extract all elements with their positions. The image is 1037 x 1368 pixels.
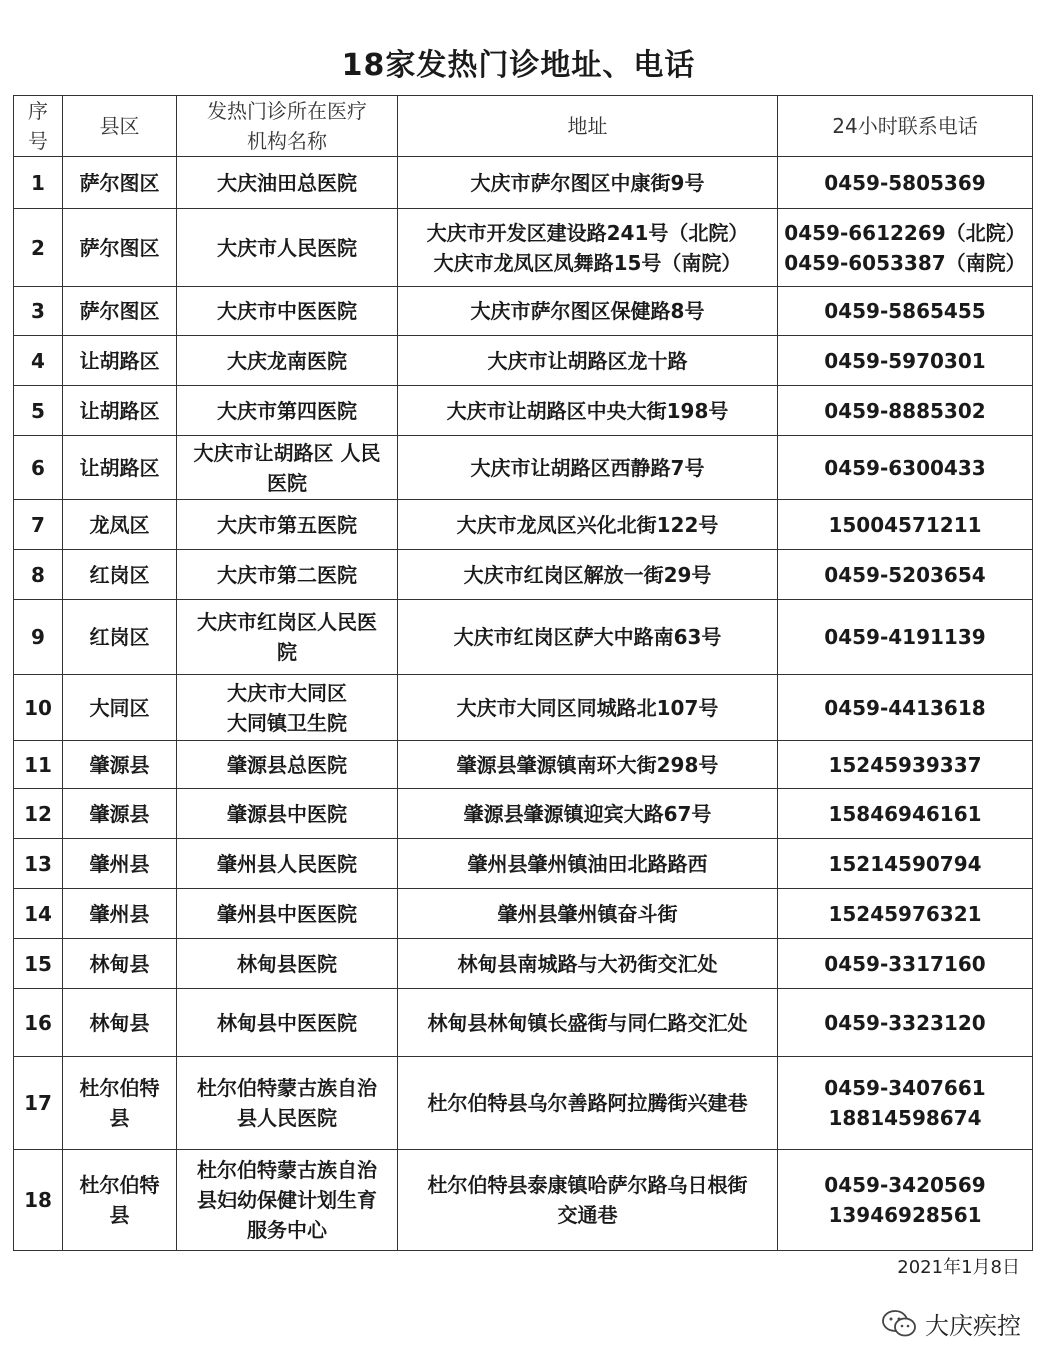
row-phone: 0459-6300433 [778,436,1033,500]
row-address: 大庆市大同区同城路北107号 [398,675,778,741]
header-address: 地址 [398,96,778,157]
header-institution: 发热门诊所在医疗 机构名称 [177,96,398,157]
row-phone: 0459-5805369 [778,157,1033,209]
row-address: 杜尔伯特县乌尔善路阿拉腾街兴建巷 [398,1057,778,1150]
row-district: 林甸县 [63,939,177,989]
row-phone: 0459-4191139 [778,600,1033,675]
row-district: 林甸县 [63,989,177,1057]
row-number: 1 [14,157,63,209]
row-district: 杜尔伯特 县 [63,1150,177,1251]
row-number: 2 [14,209,63,287]
row-phone: 0459-3317160 [778,939,1033,989]
row-district: 肇源县 [63,789,177,839]
row-address: 杜尔伯特县泰康镇哈萨尔路乌日根街 交通巷 [398,1150,778,1251]
row-district: 龙凤区 [63,500,177,550]
row-address: 大庆市让胡路区中央大街198号 [398,386,778,436]
row-number: 6 [14,436,63,500]
row-number: 4 [14,336,63,386]
row-number: 3 [14,287,63,336]
table-row [14,789,1033,839]
row-institution: 肇州县中医医院 [177,889,398,939]
row-phone: 15245939337 [778,741,1033,789]
table-header-row [14,96,1033,157]
row-phone: 15214590794 [778,839,1033,889]
row-number: 10 [14,675,63,741]
row-district: 让胡路区 [63,386,177,436]
table-row [14,157,1033,209]
row-institution: 大庆市第二医院 [177,550,398,600]
row-institution: 大庆油田总医院 [177,157,398,209]
row-district: 肇源县 [63,741,177,789]
row-district: 萨尔图区 [63,209,177,287]
page-title: 18家发热门诊地址、电话 [341,48,696,83]
row-phone: 0459-5203654 [778,550,1033,600]
row-institution: 大庆市大同区 大同镇卫生院 [177,675,398,741]
row-number: 14 [14,889,63,939]
table-row [14,600,1033,675]
row-institution: 大庆市人民医院 [177,209,398,287]
brand-watermark [881,1306,1021,1341]
row-institution: 杜尔伯特蒙古族自治 县妇幼保健计划生育 服务中心 [177,1150,398,1251]
table-row [14,1150,1033,1251]
row-district: 肇州县 [63,839,177,889]
row-number: 16 [14,989,63,1057]
row-address: 大庆市让胡路区龙十路 [398,336,778,386]
row-address: 肇源县肇源镇迎宾大路67号 [398,789,778,839]
row-institution: 大庆龙南医院 [177,336,398,386]
row-number: 11 [14,741,63,789]
row-number: 15 [14,939,63,989]
row-district: 肇州县 [63,889,177,939]
wechat-icon [881,1309,917,1339]
row-address: 大庆市龙凤区兴化北街122号 [398,500,778,550]
row-district: 红岗区 [63,600,177,675]
row-address: 大庆市萨尔图区保健路8号 [398,287,778,336]
table-row [14,675,1033,741]
row-phone: 0459-5970301 [778,336,1033,386]
table-row [14,209,1033,287]
row-institution: 肇源县中医院 [177,789,398,839]
row-phone: 0459-3323120 [778,989,1033,1057]
table-row [14,1057,1033,1150]
row-institution: 大庆市第四医院 [177,386,398,436]
brand-name: 大庆疾控 [925,1312,1021,1340]
row-institution: 大庆市第五医院 [177,500,398,550]
row-district: 萨尔图区 [63,157,177,209]
table-row [14,386,1033,436]
table-row [14,336,1033,386]
row-institution: 杜尔伯特蒙古族自治 县人民医院 [177,1057,398,1150]
row-address: 大庆市红岗区解放一街29号 [398,550,778,600]
table-row [14,550,1033,600]
row-address: 大庆市开发区建设路241号（北院） 大庆市龙凤区凤舞路15号（南院） [398,209,778,287]
row-district: 红岗区 [63,550,177,600]
row-phone: 15846946161 [778,789,1033,839]
row-phone: 0459-3407661 18814598674 [778,1057,1033,1150]
header-seq: 序 号 [14,96,63,157]
row-institution: 肇源县总医院 [177,741,398,789]
row-institution: 肇州县人民医院 [177,839,398,889]
row-address: 肇源县肇源镇南环大街298号 [398,741,778,789]
header-district: 县区 [63,96,177,157]
row-number: 12 [14,789,63,839]
fever-clinic-table [13,95,1033,1251]
row-district: 萨尔图区 [63,287,177,336]
row-institution: 林甸县医院 [177,939,398,989]
header-phone: 24小时联系电话 [778,96,1033,157]
row-number: 17 [14,1057,63,1150]
table-row [14,500,1033,550]
row-institution: 林甸县中医医院 [177,989,398,1057]
table-row [14,741,1033,789]
row-address: 大庆市萨尔图区中康街9号 [398,157,778,209]
row-institution: 大庆市让胡路区 人民 医院 [177,436,398,500]
row-phone: 0459-6612269（北院） 0459-6053387（南院） [778,209,1033,287]
table-row [14,889,1033,939]
table-row [14,989,1033,1057]
row-institution: 大庆市中医医院 [177,287,398,336]
row-phone: 15004571211 [778,500,1033,550]
row-address: 肇州县肇州镇奋斗街 [398,889,778,939]
row-phone: 0459-5865455 [778,287,1033,336]
row-number: 5 [14,386,63,436]
row-institution: 大庆市红岗区人民医 院 [177,600,398,675]
table-row [14,436,1033,500]
row-number: 7 [14,500,63,550]
row-number: 9 [14,600,63,675]
table-row [14,287,1033,336]
row-number: 18 [14,1150,63,1251]
row-address: 林甸县林甸镇长盛街与同仁路交汇处 [398,989,778,1057]
row-address: 大庆市让胡路区西静路7号 [398,436,778,500]
row-district: 大同区 [63,675,177,741]
row-phone: 15245976321 [778,889,1033,939]
row-phone: 0459-3420569 13946928561 [778,1150,1033,1251]
row-address: 大庆市红岗区萨大中路南63号 [398,600,778,675]
table-row [14,939,1033,989]
row-district: 让胡路区 [63,336,177,386]
row-address: 林甸县南城路与大礽街交汇处 [398,939,778,989]
row-district: 杜尔伯特 县 [63,1057,177,1150]
row-number: 8 [14,550,63,600]
row-address: 肇州县肇州镇油田北路路西 [398,839,778,889]
row-phone: 0459-4413618 [778,675,1033,741]
publish-date: 2021年1月8日 [897,1257,1020,1278]
row-phone: 0459-8885302 [778,386,1033,436]
table-row [14,839,1033,889]
row-number: 13 [14,839,63,889]
row-district: 让胡路区 [63,436,177,500]
